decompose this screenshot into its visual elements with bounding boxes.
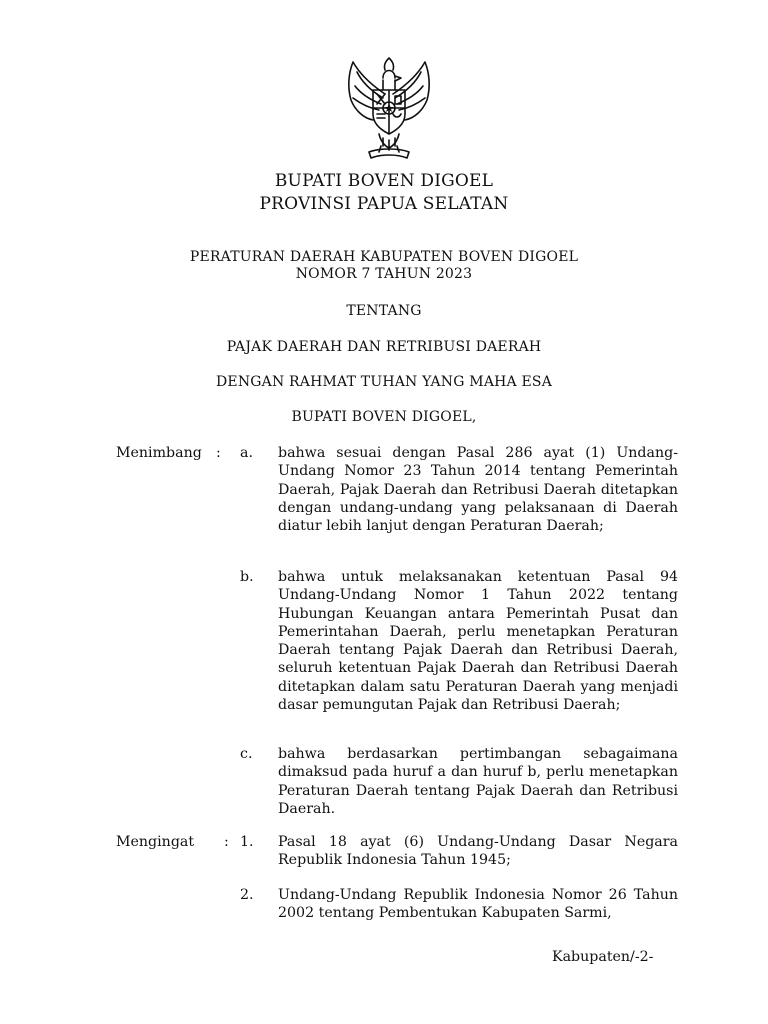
menimbang-item-a: bahwa sesuai dengan Pasal 286 ayat (1) Undang-Undang Nomor 23 Tahun 2014 tentang Pemerintah Daerah, Pajak Daerah dan Retribusi Daerah ditetapkan dengan undang-undang yang pelaksanaan di Daerah diatur lebih lanjut dengan Peraturan Daerah; [278, 445, 678, 535]
mengingat-marker-2: 2. [240, 887, 254, 903]
mengingat-item-2: Undang-Undang Republik Indonesia Nomor 26 Tahun 2002 tentang Pembentukan Kabupaten Sarmi, [278, 887, 678, 922]
menimbang-marker-c: c. [240, 746, 253, 762]
page-continuation: Kabupaten/-2- [552, 949, 654, 965]
regulation-subject: PAJAK DAERAH DAN RETRIBUSI DAERAH [226, 339, 542, 355]
issuer-line: BUPATI BOVEN DIGOEL, [291, 409, 477, 425]
mengingat-colon: : [224, 834, 229, 850]
garuda-emblem-icon [339, 48, 439, 164]
menimbang-colon: : [216, 445, 221, 461]
mengingat-marker-1: 1. [240, 834, 254, 850]
about-heading: TENTANG [346, 303, 422, 319]
province-title: PROVINSI PAPUA SELATAN [259, 194, 509, 214]
mengingat-label: Mengingat [116, 834, 195, 850]
menimbang-label: Menimbang [116, 445, 202, 461]
mengingat-item-1: Pasal 18 ayat (6) Undang-Undang Dasar Negara Republik Indonesia Tahun 1945; [278, 834, 678, 869]
regulation-number: NOMOR 7 TAHUN 2023 [295, 266, 473, 282]
menimbang-marker-a: a. [240, 445, 253, 461]
menimbang-marker-b: b. [240, 569, 254, 585]
regulation-title: PERATURAN DAERAH KABUPATEN BOVEN DIGOEL [189, 249, 579, 265]
blessing-line: DENGAN RAHMAT TUHAN YANG MAHA ESA [215, 374, 553, 390]
menimbang-item-c: bahwa berdasarkan pertimbangan sebagaimana dimaksud pada huruf a dan huruf b, perlu menetapkan Peraturan Daerah tentang Pajak Daerah dan Retribusi Daerah. [278, 746, 678, 817]
regent-title: BUPATI BOVEN DIGOEL [274, 171, 494, 191]
menimbang-item-b: bahwa untuk melaksanakan ketentuan Pasal 94 Undang-Undang Nomor 1 Tahun 2022 tentang Hubungan Keuangan antara Pemerintah Pusat dan Pemerintahan Daerah, perlu menetapkan Peraturan Daerah tentang Pajak Daerah dan Retribusi Daerah, seluruh ketentuan Pajak Daerah dan Retribusi Daerah ditetapkan dalam satu Peraturan Daerah yang menjadi dasar pemungutan Pajak dan Retribusi Daerah; [278, 569, 678, 714]
